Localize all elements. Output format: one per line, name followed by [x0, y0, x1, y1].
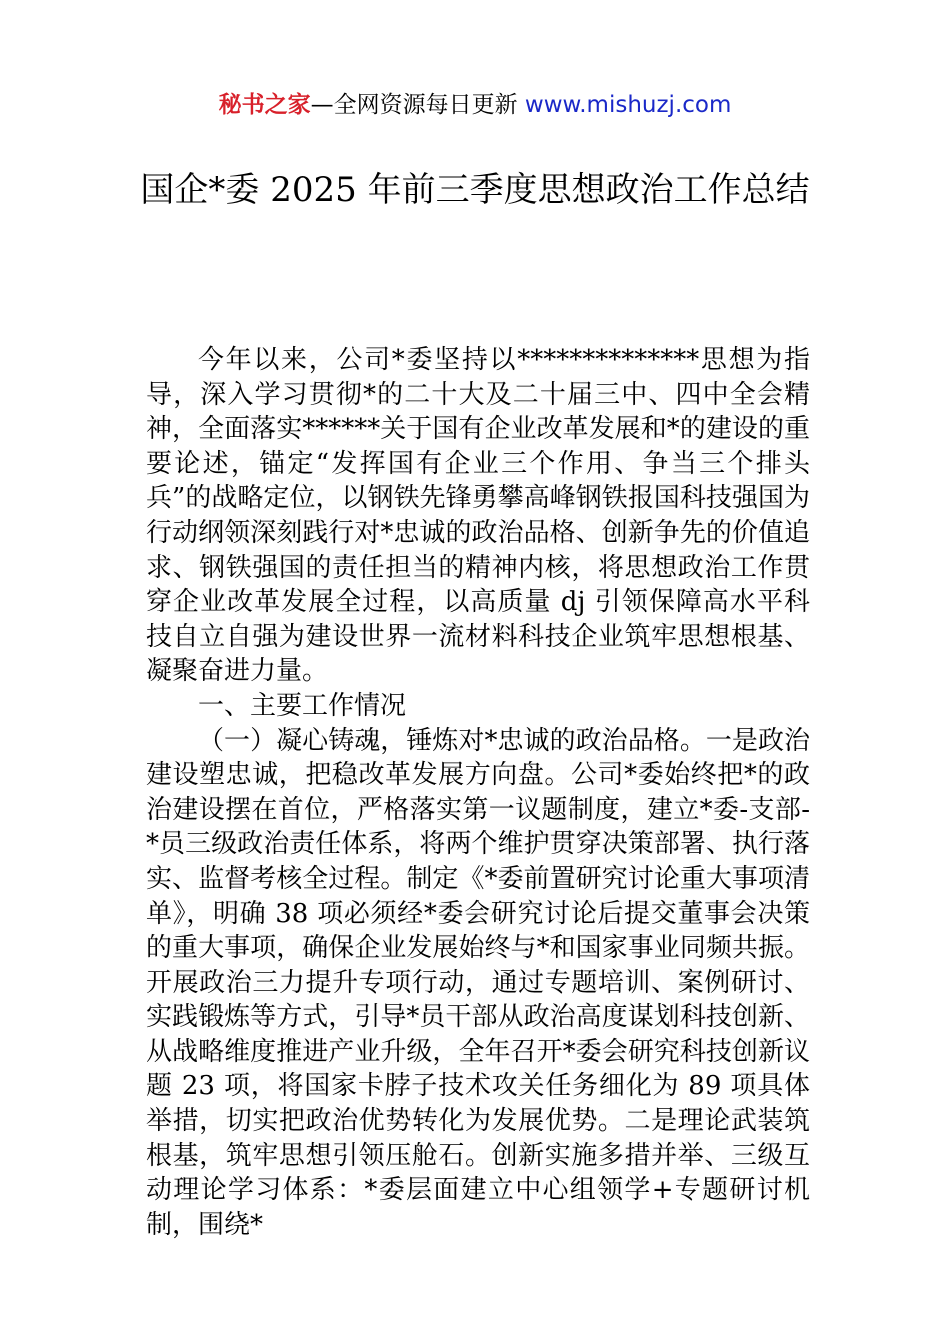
site-url-link[interactable]: www.mishuzj.com — [524, 92, 732, 118]
intro-paragraph: 今年以来，公司*委坚持以**************思想为指导，深入学习贯彻*的二十大及二十届三中、四中全会精神，全面落实******关于国有企业改革发展和*的建设的重要论述，锚定“发挥国有企业三个作用、争当三个排头兵”的战略定位，以钢铁先锋勇攀高峰钢铁报国科技强国为行动纲领深刻践行对*忠诚的政治品格、创新争先的价值追求、钢铁强国的责任担当的精神内核，将思想政治工作贯穿企业改革发展全过程，以高质量 dj 引领保障高水平科技自立自强为建设世界一流材料科技企业筑牢思想根基、凝聚奋进力量。 — [146, 345, 810, 687]
document-title: 国企*委 2025 年前三季度思想政治工作总结 — [140, 170, 810, 210]
section-heading: 一、主要工作情况 — [198, 690, 407, 721]
site-brand: 秘书之家 — [218, 92, 311, 118]
site-header — [0, 88, 950, 122]
document-body — [146, 343, 810, 1242]
section-paragraph: （一）凝心铸魂，锤炼对*忠诚的政治品格。一是政治建设塑忠诚，把稳改革发展方向盘。公司*委始终把*的政治建设摆在首位，严格落实第一议题制度，建立*委-支部-*员三级政治责任体系，将两个维护贯穿决策部署、执行落实、监督考核全过程。制定《*委前置研究讨论重大事项清单》，明确 38 项必须经*委会研究讨论后提交董事会决策的重大事项，确保企业发展始终与*和国家事业同频共振。开展政治三力提升专项行动，通过专题培训、案例研讨、实践锻炼等方式，引导*员干部从政治高度谋划科技创新、从战略维度推进产业升级，全年召开*委会研究科技创新议题 23 项，将国家卡脖子技术攻关任务细化为 89 项具体举措，切实把政治优势转化为发展优势。二是理论武装筑根基，筑牢思想引领压舱石。创新实施多措并举、三级互动理论学习体系：*委层面建立中心组领学+专题研讨机制，围绕* — [146, 725, 810, 1240]
site-tagline: —全网资源每日更新 — [310, 92, 525, 118]
